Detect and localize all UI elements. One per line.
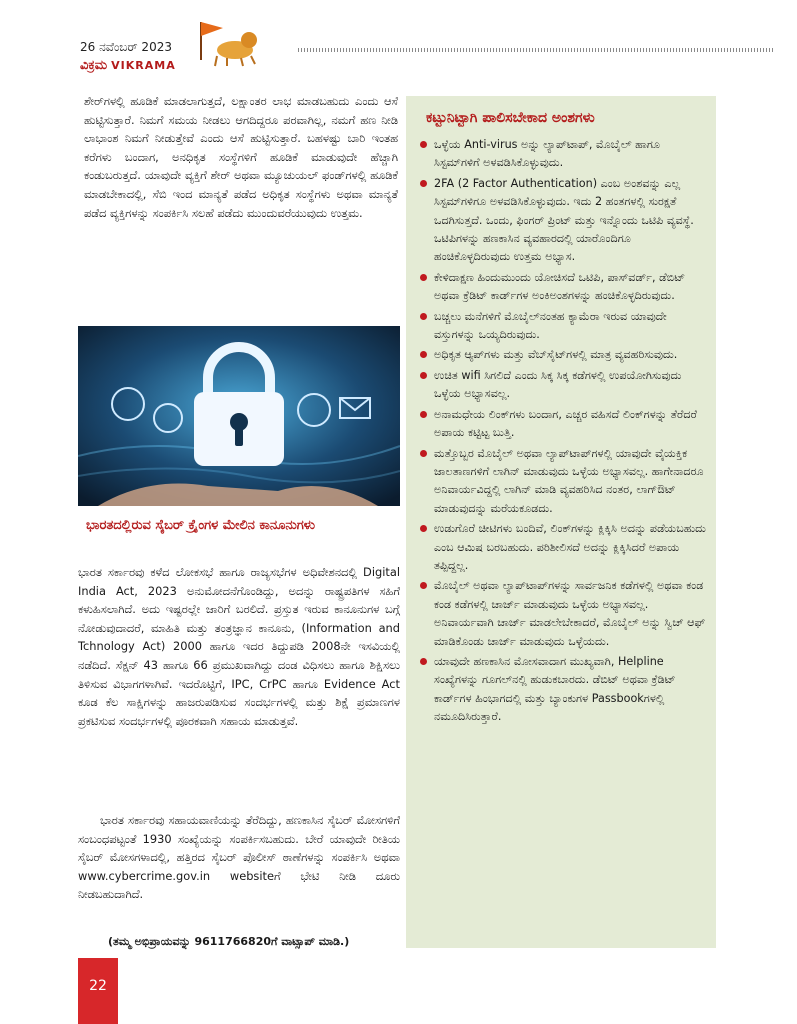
- tips-panel: [406, 96, 716, 948]
- issue-date: 26 ನವೆಂಬರ್ 2023: [80, 40, 172, 54]
- tip-item: ಕೇಳಿದಾಕ್ಷಣ ಹಿಂದುಮುಂದು ಯೋಚಿಸದೆ ಒಟಿಪಿ, ಪಾಸ್‌ವರ್ಡ್, ಡೆಬಿಟ್ ಅಥವಾ ಕ್ರೆಡಿಟ್ ಕಾರ್ಡ್‌ಗಳ ಅಂಕಿಅಂಶಗಳನ್ನು ಹಂಚಿಕೊಳ್ಳದಿರುವುದು.: [420, 269, 708, 306]
- tip-item: ಯಾವುದೇ ಹಣಕಾಸಿನ ಮೋಸವಾದಾಗ ಮುಖ್ಯವಾಗಿ, Helpline ಸಂಖ್ಯೆಗಳನ್ನು ಗೂಗಲ್‌ನಲ್ಲಿ ಹುಡುಕಬಾರದು. ಡೆಬಿಟ್ ಅಥವಾ ಕ್ರೆಡಿಟ್ ಕಾರ್ಡ್‌ಗಳ ಹಿಂಭಾಗದಲ್ಲಿ ಮತ್ತು ಬ್ಯಾಂಕುಗಳ Passbookಗಳಲ್ಲಿ ನಮೂದಿಸಿರುತ್ತಾರೆ.: [420, 653, 708, 727]
- intro-paragraph: ಶೇರ್‌ಗಳಲ್ಲಿ ಹೂಡಿಕೆ ಮಾಡಲಾಗುತ್ತದೆ, ಲಕ್ಷಾಂತರ ಲಾಭ ಮಾಡಬಹುದು ಎಂದು ಆಸೆ ಹುಟ್ಟಿಸುತ್ತಾರೆ. ನಿಮಗೆ ಸಮಯ ನೀಡಲು ಆಗದಿದ್ದರೂ ಪರವಾಗಿಲ್ಲ, ನಮಗೆ ಹಣ ನೀಡಿ ಲಾಭಾಂಶ ನಿಮಗೆ ನೀಡುತ್ತೇವೆ ಎಂದು ಆಸೆ ಹುಟ್ಟಿಸುತ್ತಾರೆ. ಬಹಳಷ್ಟು ಬಾರಿ ಇಂತಹ ಕರೆಗಳು ಬಂದಾಗ, ಅನಧಿಕೃತ ಸಂಸ್ಥೆಗಳಿಗೆ ಹೂಡಿಕೆ ಮಾಡುವುದೇ ಹೆಚ್ಚಾಗಿ ಕಂಡುಬರುತ್ತದೆ. ಯಾವುದೇ ವ್ಯಕ್ತಿಗೆ ಶೇರ್ ಅಥವಾ ಮ್ಯೂಚುಯಲ್ ಫಂಡ್‌ಗಳಲ್ಲಿ ಹೂಡಿಕೆ ಮಾಡಬೇಕಾದಲ್ಲಿ, ಸೆಬಿ ಇಂದ ಮಾನ್ಯತೆ ಪಡೆದ ಅಧಿಕೃತ ಸಂಸ್ಥೆಗಳು ಅಥವಾ ಮಾನ್ಯತೆ ಪಡೆದ ವ್ಯಕ್ತಿಗಳನ್ನು ಸಂಪರ್ಕಿಸಿ ಸಲಹೆ ಪಡೆದು ಮುಂದುವರೆಯುವುದು ಉತ್ತಮ.: [84, 94, 398, 220]
- tips-list: [420, 136, 708, 729]
- header-rule: [298, 48, 774, 52]
- page-number-box: [78, 958, 118, 1024]
- tip-item: ಮೊಬೈಲ್ ಅಥವಾ ಲ್ಯಾಪ್‌ಟಾಪ್‌ಗಳನ್ನು ಸಾರ್ವಜನಿಕ ಕಡೆಗಳಲ್ಲಿ ಅಥವಾ ಕಂಡ ಕಂಡ ಕಡೆಗಳಲ್ಲಿ ಚಾರ್ಜ್ ಮಾಡುವುದು ಒಳ್ಳೆಯ ಅಭ್ಯಾಸವಲ್ಲ. ಅನಿವಾರ್ಯವಾಗಿ ಚಾರ್ಜ್ ಮಾಡಲೇಬೇಕಾದರೆ, ಮೊಬೈಲ್ ಅನ್ನು ಸ್ವಿಚ್ ಆಫ್ ಮಾಡಿಕೊಂಡು ಚಾರ್ಜ್ ಮಾಡುವುದು ಒಳ್ಳೆಯದು.: [420, 577, 708, 651]
- page-number: 22: [89, 978, 107, 994]
- panel-title: ಕಟ್ಟುನಿಟ್ಟಾಗಿ ಪಾಲಿಸಬೇಕಾದ ಅಂಶಗಳು: [426, 110, 595, 126]
- tip-item: ಬಚ್ಚಲು ಮನೆಗಳಿಗೆ ಮೊಬೈಲ್‌ನಂತಹ ಕ್ಯಾಮೆರಾ ಇರುವ ಯಾವುದೇ ವಸ್ತುಗಳನ್ನು ಒಯ್ಯದಿರುವುದು.: [420, 308, 708, 345]
- tip-item: ಉಚಿತ wifi ಸಿಗಲಿದೆ ಎಂದು ಸಿಕ್ಕ ಸಿಕ್ಕ ಕಡೆಗಳಲ್ಲಿ ಉಪಯೋಗಿಸುವುದು ಒಳ್ಳೆಯ ಅಭ್ಯಾಸವಲ್ಲ.: [420, 367, 708, 404]
- tip-item: ಅನಾಮಧೇಯ ಲಿಂಕ್‌ಗಳು ಬಂದಾಗ, ಎಚ್ಚರ ವಹಿಸದೆ ಲಿಂಕ್‌ಗಳನ್ನು ತೆರೆದರೆ ಅಪಾಯ ಕಟ್ಟಿಟ್ಟ ಬುತ್ತಿ.: [420, 406, 708, 443]
- tip-item: 2FA (2 Factor Authentication) ಎಂಬ ಅಂಶವನ್ನು ಎಲ್ಲ ಸಿಸ್ಟಮ್‌ಗಳಿಗೂ ಅಳವಡಿಸಿಕೊಳ್ಳುವುದು. ಇದು 2 ಹಂತಗಳಲ್ಲಿ ಸುರಕ್ಷತೆ ಒದಗಿಸುತ್ತದೆ. ಒಂದು, ಫಿಂಗರ್ ಪ್ರಿಂಟ್ ಮತ್ತು ಇನ್ನೊಂದು ಒಟಿಪಿ ವ್ಯವಸ್ಥೆ. ಒಟಿಪಿಗಳನ್ನು ಹಣಕಾಸಿನ ವ್ಯವಹಾರದಲ್ಲಿ ಯಾರೊಂದಿಗೂ ಹಂಚಿಕೊಳ್ಳದಿರುವುದು ಉತ್ತಮ ಅಭ್ಯಾಸ.: [420, 175, 708, 267]
- contact-note: (ತಮ್ಮ ಅಭಿಪ್ರಾಯವನ್ನು 9611766820ಗೆ ವಾಟ್ಸಾಪ್ ಮಾಡಿ.): [108, 935, 350, 948]
- tip-item: ಅಧಿಕೃತ ಆ್ಯಪ್‌ಗಳು ಮತ್ತು ವೆಬ್‌ಸೈಟ್‌ಗಳಲ್ಲಿ ಮಾತ್ರ ವ್ಯವಹರಿಸುವುದು.: [420, 346, 708, 364]
- section-title: ಭಾರತದಲ್ಲಿರುವ ಸೈಬರ್ ಕ್ರೈಂಗಳ ಮೇಲಿನ ಕಾನೂನುಗಳು: [86, 518, 315, 533]
- helpline-paragraph: ಭಾರತ ಸರ್ಕಾರವು ಸಹಾಯವಾಣಿಯನ್ನು ತೆರೆದಿದ್ದು, ಹಣಕಾಸಿನ ಸೈಬರ್ ಮೋಸಗಳಿಗೆ ಸಂಬಂಧಪಟ್ಟಂತೆ 1930 ಸಂಖ್ಯೆಯನ್ನು ಸಂಪರ್ಕಿಸಬಹುದು. ಬೇರೆ ಯಾವುದೇ ರೀತಿಯ ಸೈಬರ್ ಮೋಸಗಳಾದಲ್ಲಿ, ಹತ್ತಿರದ ಸೈಬರ್ ಪೊಲೀಸ್ ಠಾಣೆಗಳನ್ನು ಸಂಪರ್ಕಿಸಿ ಅಥವಾ www.cybercrime.gov.in websiteಗೆ ಭೇಟಿ ನೀಡಿ ದೂರು ನೀಡಬಹುದಾಗಿದೆ.: [78, 813, 400, 902]
- magazine-brand: [80, 58, 176, 73]
- brand-kannada: ವಿಕ್ರಮ: [80, 58, 108, 73]
- cyber-security-lock-image: [78, 326, 400, 506]
- tip-item: ಉಡುಗೊರೆ ಚೀಟಿಗಳು ಬಂದಿವೆ, ಲಿಂಕ್‌ಗಳನ್ನು ಕ್ಲಿಕ್ಕಿಸಿ ಅದನ್ನು ಪಡೆಯಬಹುದು ಎಂಬ ಆಮಿಷ ಬರಬಹುದು. ಪರಿಶೀಲಿಸದೆ ಅದನ್ನು ಕ್ಲಿಕ್ಕಿಸಿದರೆ ಅಪಾಯ ತಪ್ಪಿದ್ದಲ್ಲ.: [420, 520, 708, 575]
- page-header: [72, 38, 772, 78]
- tip-item: ಮತ್ತೊಬ್ಬರ ಮೊಬೈಲ್ ಅಥವಾ ಲ್ಯಾಪ್‌ಟಾಪ್‌ಗಳಲ್ಲಿ ಯಾವುದೇ ವೈಯಕ್ತಿಕ ಜಾಲತಾಣಗಳಿಗೆ ಲಾಗಿನ್ ಮಾಡುವುದು ಒಳ್ಳೆಯ ಅಭ್ಯಾಸವಲ್ಲ. ಹಾಗೇನಾದರೂ ಅನಿವಾರ್ಯವಿದ್ದಲ್ಲಿ ಲಾಗಿನ್ ಮಾಡಿ ವ್ಯವಹರಿಸಿದ ನಂತರ, ಲಾಗ್‌ಔಟ್ ಮಾಡುವುದನ್ನು ಮರೆಯಕೂಡದು.: [420, 445, 708, 519]
- tip-item: ಒಳ್ಳೆಯ Anti-virus ಅನ್ನು ಲ್ಯಾಪ್‌ಟಾಪ್, ಮೊಬೈಲ್ ಹಾಗೂ ಸಿಸ್ಟಮ್‌ಗಳಿಗೆ ಅಳವಡಿಸಿಕೊಳ್ಳುವುದು.: [420, 136, 708, 173]
- flag-lion-logo-icon: [187, 16, 267, 68]
- law-paragraph: ಭಾರತ ಸರ್ಕಾರವು ಕಳೆದ ಲೋಕಸಭೆ ಹಾಗೂ ರಾಜ್ಯಸಭೆಗಳ ಅಧಿವೇಶನದಲ್ಲಿ Digital India Act, 2023 ಅನುಮೋದನೆಗೊಂಡಿದ್ದು, ಅದನ್ನು ರಾಷ್ಟ್ರಪತಿಗಳ ಸಹಿಗೆ ಕಳುಹಿಸಲಾಗಿದೆ. ಅದು ಇಷ್ಟರಲ್ಲೇ ಜಾರಿಗೆ ಬರಲಿದೆ. ಪ್ರಸ್ತುತ ಇರುವ ಕಾನೂನುಗಳ ಬಗ್ಗೆ ನೋಡುವುದಾದರೆ, ಮಾಹಿತಿ ಮತ್ತು ತಂತ್ರಜ್ಞಾನ ಕಾನೂನು, (Information and Tchnology Act) 2000 ಹಾಗೂ ಇದರ ತಿದ್ದುಪಡಿ 2008ನೇ ಇಸವಿಯಲ್ಲಿ ನಡೆದಿದೆ. ಸೆಕ್ಷನ್ 43 ಹಾಗೂ 66 ಪ್ರಮುಖವಾಗಿದ್ದು ದಂಡ ವಿಧಿಸಲು ಹಾಗೂ ಶಿಕ್ಷಿಸಲು ತಿಳಿಸುವ ವಿಭಾಗಗಳಾಗಿವೆ. ಇದರೊಟ್ಟಿಗೆ, IPC, CrPC ಹಾಗೂ Evidence Act ಕೂಡ ಕೆಲ ಸಾಕ್ಷಿಗಳನ್ನು ಹಾಜರುಪಡಿಸುವ ಸಂದರ್ಭಗಳಲ್ಲಿ ಮತ್ತು ಶಿಕ್ಷೆ ಪ್ರಮಾಣಗಳ ಪ್ರಕಟಿಸುವ ಸಂದರ್ಭಗಳಲ್ಲಿ ಪೂರಕವಾಗಿ ಸಹಾಯ ಮಾಡುತ್ತವೆ.: [78, 565, 400, 728]
- brand-english: VIKRAMA: [111, 59, 176, 72]
